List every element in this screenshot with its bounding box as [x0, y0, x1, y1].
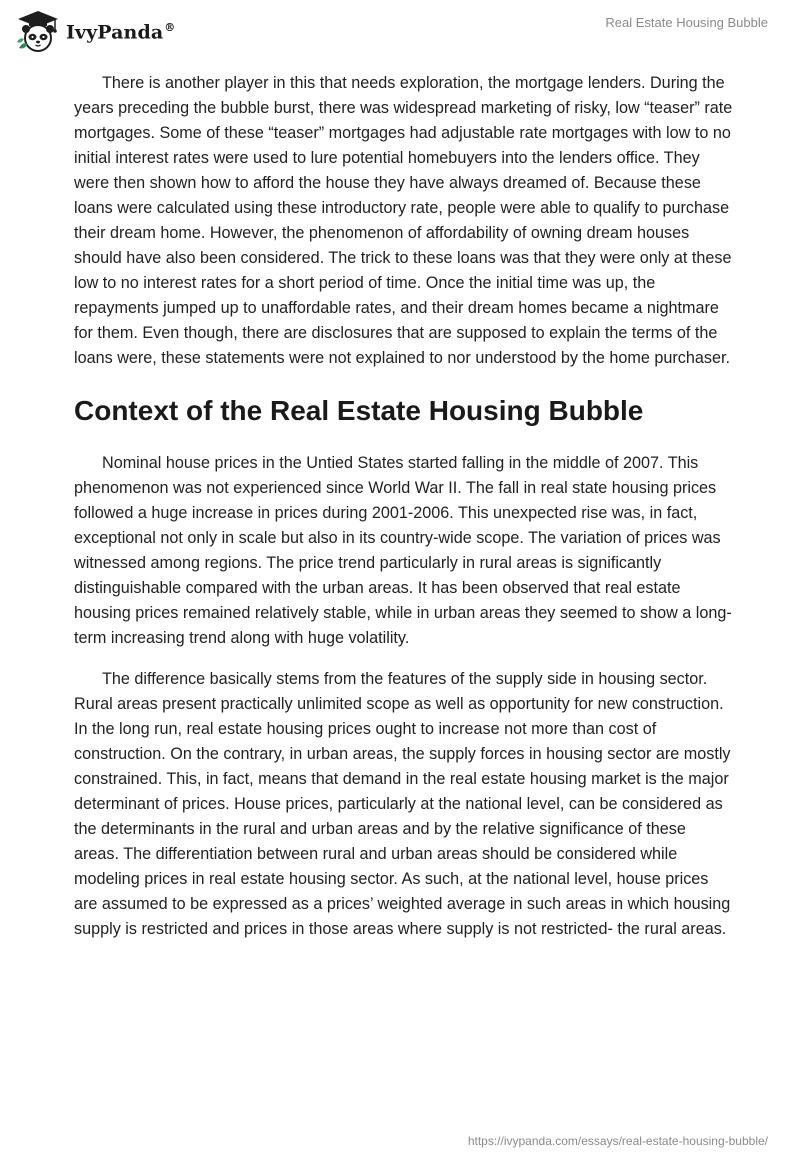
document-title: Real Estate Housing Bubble	[605, 15, 768, 30]
logo[interactable]	[14, 8, 175, 56]
brand-name: IvyPanda®	[66, 20, 176, 44]
footer-url[interactable]: https://ivypanda.com/essays/real-estate-housing-bubble/	[467, 1134, 768, 1148]
essay-content	[74, 71, 734, 958]
registered-mark: ®	[164, 20, 176, 34]
section-heading: Context of the Real Estate Housing Bubble	[74, 395, 644, 426]
paragraph-supply-side: The difference basically stems from the features of the supply side in housing sector. Rural areas present practically unlimited scope as well as opportunity for new construction. In the long run, real estate housing prices ought to increase not more than cost of construction. On the contrary, in urban areas, the supply forces in housing sector are mostly constrained. This, in fact, means that demand in the real estate housing market is the major determinant of prices. House prices, particularly at the national level, can be considered as the determinants in the rural and urban areas and by the relative significance of these areas. The differentiation between rural and urban areas should be considered while modeling prices in real estate housing sector. As such, at the national level, house prices are assumed to be expressed as a prices’ weighted average in such areas in which housing supply is restricted and prices in those areas where supply is not restricted- the rural areas.	[74, 670, 731, 938]
panda-graduate-icon	[14, 8, 62, 56]
paragraph-nominal-prices: Nominal house prices in the Untied States started falling in the middle of 2007. This phenomenon was not experienced since World War II. The fall in real state housing prices followed a huge increase in prices during 2001-2006. This unexpected rise was, in fact, exceptional not only in scale but also in its country-wide scope. The variation of prices was witnessed among regions. The price trend particularly in rural areas is significantly distinguishable compared with the urban areas. It has been observed that real estate housing prices remained relatively stable, while in urban areas they seemed to show a long-term increasing trend along with huge volatility.	[74, 454, 732, 647]
paragraph-mortgage-lenders: There is another player in this that needs exploration, the mortgage lenders. During the years preceding the bubble burst, there was widespread marketing of risky, low “teaser” rate mortgages. Some of these “teaser” mortgages had adjustable rate mortgages with low to no initial interest rates were used to lure potential homebuyers into the lenders office. They were then shown how to afford the house they have always dreamed of. Because these loans were calculated using these introductory rate, people were able to qualify to purchase their dream home. However, the phenomenon of affordability of owning dream houses should have also been considered. The trick to these loans was that they were only at these low to no interest rates for a short period of time. Once the initial time was up, the repayments jumped up to unaffordable rates, and their dream homes became a nightmare for them. Even though, there are disclosures that are supposed to explain the terms of the loans were, these statements were not explained to nor understood by the home purchaser.	[74, 74, 733, 367]
page-header	[0, 0, 800, 64]
